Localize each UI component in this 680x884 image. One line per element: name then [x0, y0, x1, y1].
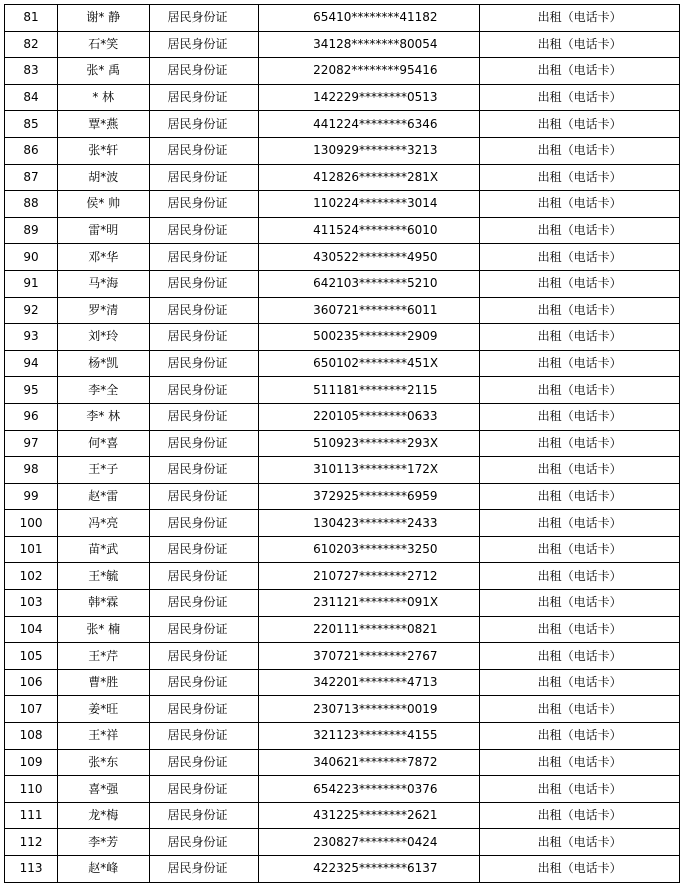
table-row	[5, 483, 680, 510]
id-number-cell: 231121********091X	[259, 590, 480, 617]
name-cell: 韩*霖	[58, 590, 149, 617]
id-type-cell: 居民身份证	[149, 111, 259, 138]
table-row	[5, 776, 680, 803]
id-number-cell: 360721********6011	[259, 297, 480, 324]
row-number-cell: 95	[5, 377, 58, 404]
name-cell: * 林	[58, 84, 149, 111]
table-row	[5, 244, 680, 271]
table-row	[5, 84, 680, 111]
id-type-cell: 居民身份证	[149, 829, 259, 856]
id-number-cell: 34128********80054	[259, 31, 480, 58]
id-type-cell: 居民身份证	[149, 84, 259, 111]
id-type-cell: 居民身份证	[149, 723, 259, 750]
id-number-cell: 441224********6346	[259, 111, 480, 138]
usage-cell: 出租（电话卡）	[480, 643, 680, 670]
id-number-cell: 412826********281X	[259, 164, 480, 191]
name-cell: 张*东	[58, 749, 149, 776]
table-row	[5, 297, 680, 324]
table-row	[5, 217, 680, 244]
table-row	[5, 510, 680, 537]
name-cell: 杨*凯	[58, 350, 149, 377]
name-cell: 罗*清	[58, 297, 149, 324]
usage-cell: 出租（电话卡）	[480, 244, 680, 271]
name-cell: 赵*峰	[58, 856, 149, 883]
usage-cell: 出租（电话卡）	[480, 217, 680, 244]
table-row	[5, 829, 680, 856]
id-type-cell: 居民身份证	[149, 536, 259, 563]
id-type-cell: 居民身份证	[149, 403, 259, 430]
id-number-cell: 411524********6010	[259, 217, 480, 244]
row-number-cell: 107	[5, 696, 58, 723]
table-row	[5, 350, 680, 377]
row-number-cell: 83	[5, 58, 58, 85]
usage-cell: 出租（电话卡）	[480, 191, 680, 218]
id-number-cell: 431225********2621	[259, 802, 480, 829]
table-row	[5, 856, 680, 883]
name-cell: 冯*亮	[58, 510, 149, 537]
id-number-cell: 610203********3250	[259, 536, 480, 563]
usage-cell: 出租（电话卡）	[480, 137, 680, 164]
table-row	[5, 643, 680, 670]
id-number-cell: 230827********0424	[259, 829, 480, 856]
usage-cell: 出租（电话卡）	[480, 563, 680, 590]
usage-cell: 出租（电话卡）	[480, 84, 680, 111]
id-number-cell: 342201********4713	[259, 669, 480, 696]
usage-cell: 出租（电话卡）	[480, 430, 680, 457]
row-number-cell: 100	[5, 510, 58, 537]
table-row	[5, 164, 680, 191]
id-number-cell: 142229********0513	[259, 84, 480, 111]
name-cell: 张* 禹	[58, 58, 149, 85]
table-body	[5, 5, 680, 883]
record-table	[4, 4, 680, 883]
table-row	[5, 430, 680, 457]
row-number-cell: 94	[5, 350, 58, 377]
name-cell: 胡*波	[58, 164, 149, 191]
id-number-cell: 654223********0376	[259, 776, 480, 803]
row-number-cell: 99	[5, 483, 58, 510]
id-number-cell: 65410********41182	[259, 5, 480, 32]
row-number-cell: 84	[5, 84, 58, 111]
usage-cell: 出租（电话卡）	[480, 457, 680, 484]
usage-cell: 出租（电话卡）	[480, 696, 680, 723]
name-cell: 侯* 帅	[58, 191, 149, 218]
row-number-cell: 102	[5, 563, 58, 590]
id-type-cell: 居民身份证	[149, 669, 259, 696]
id-type-cell: 居民身份证	[149, 270, 259, 297]
id-type-cell: 居民身份证	[149, 749, 259, 776]
id-number-cell: 650102********451X	[259, 350, 480, 377]
id-type-cell: 居民身份证	[149, 5, 259, 32]
row-number-cell: 98	[5, 457, 58, 484]
usage-cell: 出租（电话卡）	[480, 776, 680, 803]
id-number-cell: 321123********4155	[259, 723, 480, 750]
table-row	[5, 5, 680, 32]
usage-cell: 出租（电话卡）	[480, 297, 680, 324]
id-number-cell: 500235********2909	[259, 324, 480, 351]
id-type-cell: 居民身份证	[149, 137, 259, 164]
name-cell: 苗*武	[58, 536, 149, 563]
name-cell: 李*芳	[58, 829, 149, 856]
id-type-cell: 居民身份证	[149, 563, 259, 590]
usage-cell: 出租（电话卡）	[480, 669, 680, 696]
usage-cell: 出租（电话卡）	[480, 111, 680, 138]
table-row	[5, 137, 680, 164]
id-number-cell: 230713********0019	[259, 696, 480, 723]
row-number-cell: 90	[5, 244, 58, 271]
id-type-cell: 居民身份证	[149, 191, 259, 218]
usage-cell: 出租（电话卡）	[480, 31, 680, 58]
usage-cell: 出租（电话卡）	[480, 829, 680, 856]
row-number-cell: 86	[5, 137, 58, 164]
usage-cell: 出租（电话卡）	[480, 802, 680, 829]
usage-cell: 出租（电话卡）	[480, 856, 680, 883]
name-cell: 赵*雷	[58, 483, 149, 510]
table-row	[5, 58, 680, 85]
id-number-cell: 372925********6959	[259, 483, 480, 510]
id-type-cell: 居民身份证	[149, 483, 259, 510]
name-cell: 王*芹	[58, 643, 149, 670]
id-number-cell: 210727********2712	[259, 563, 480, 590]
usage-cell: 出租（电话卡）	[480, 510, 680, 537]
row-number-cell: 112	[5, 829, 58, 856]
name-cell: 王*子	[58, 457, 149, 484]
usage-cell: 出租（电话卡）	[480, 483, 680, 510]
row-number-cell: 110	[5, 776, 58, 803]
id-type-cell: 居民身份证	[149, 510, 259, 537]
table-row	[5, 191, 680, 218]
id-number-cell: 340621********7872	[259, 749, 480, 776]
name-cell: 曹*胜	[58, 669, 149, 696]
row-number-cell: 85	[5, 111, 58, 138]
usage-cell: 出租（电话卡）	[480, 58, 680, 85]
name-cell: 石*笑	[58, 31, 149, 58]
name-cell: 邓*华	[58, 244, 149, 271]
id-number-cell: 422325********6137	[259, 856, 480, 883]
name-cell: 王*毓	[58, 563, 149, 590]
id-type-cell: 居民身份证	[149, 643, 259, 670]
id-type-cell: 居民身份证	[149, 430, 259, 457]
id-type-cell: 居民身份证	[149, 776, 259, 803]
usage-cell: 出租（电话卡）	[480, 536, 680, 563]
table-row	[5, 403, 680, 430]
id-number-cell: 430522********4950	[259, 244, 480, 271]
table-row	[5, 802, 680, 829]
row-number-cell: 104	[5, 616, 58, 643]
name-cell: 谢* 静	[58, 5, 149, 32]
usage-cell: 出租（电话卡）	[480, 749, 680, 776]
row-number-cell: 109	[5, 749, 58, 776]
id-type-cell: 居民身份证	[149, 457, 259, 484]
usage-cell: 出租（电话卡）	[480, 590, 680, 617]
row-number-cell: 101	[5, 536, 58, 563]
table-row	[5, 111, 680, 138]
id-number-cell: 220111********0821	[259, 616, 480, 643]
name-cell: 张*轩	[58, 137, 149, 164]
usage-cell: 出租（电话卡）	[480, 616, 680, 643]
row-number-cell: 89	[5, 217, 58, 244]
table-row	[5, 616, 680, 643]
row-number-cell: 113	[5, 856, 58, 883]
id-type-cell: 居民身份证	[149, 297, 259, 324]
table-row	[5, 723, 680, 750]
id-number-cell: 110224********3014	[259, 191, 480, 218]
table-row	[5, 590, 680, 617]
row-number-cell: 106	[5, 669, 58, 696]
id-number-cell: 511181********2115	[259, 377, 480, 404]
row-number-cell: 108	[5, 723, 58, 750]
table-row	[5, 669, 680, 696]
row-number-cell: 111	[5, 802, 58, 829]
id-number-cell: 130423********2433	[259, 510, 480, 537]
id-type-cell: 居民身份证	[149, 802, 259, 829]
row-number-cell: 88	[5, 191, 58, 218]
id-type-cell: 居民身份证	[149, 58, 259, 85]
table-row	[5, 31, 680, 58]
table-row	[5, 270, 680, 297]
id-type-cell: 居民身份证	[149, 616, 259, 643]
name-cell: 马*海	[58, 270, 149, 297]
usage-cell: 出租（电话卡）	[480, 403, 680, 430]
id-number-cell: 220105********0633	[259, 403, 480, 430]
row-number-cell: 92	[5, 297, 58, 324]
row-number-cell: 87	[5, 164, 58, 191]
usage-cell: 出租（电话卡）	[480, 5, 680, 32]
name-cell: 王*祥	[58, 723, 149, 750]
id-type-cell: 居民身份证	[149, 244, 259, 271]
name-cell: 何*喜	[58, 430, 149, 457]
id-type-cell: 居民身份证	[149, 31, 259, 58]
name-cell: 张* 楠	[58, 616, 149, 643]
row-number-cell: 96	[5, 403, 58, 430]
usage-cell: 出租（电话卡）	[480, 350, 680, 377]
id-number-cell: 642103********5210	[259, 270, 480, 297]
name-cell: 姜*旺	[58, 696, 149, 723]
row-number-cell: 81	[5, 5, 58, 32]
id-type-cell: 居民身份证	[149, 590, 259, 617]
name-cell: 龙*梅	[58, 802, 149, 829]
id-type-cell: 居民身份证	[149, 350, 259, 377]
id-type-cell: 居民身份证	[149, 377, 259, 404]
table-row	[5, 457, 680, 484]
id-type-cell: 居民身份证	[149, 696, 259, 723]
row-number-cell: 97	[5, 430, 58, 457]
row-number-cell: 82	[5, 31, 58, 58]
table-row	[5, 324, 680, 351]
id-number-cell: 22082********95416	[259, 58, 480, 85]
name-cell: 李*全	[58, 377, 149, 404]
row-number-cell: 105	[5, 643, 58, 670]
id-number-cell: 370721********2767	[259, 643, 480, 670]
id-type-cell: 居民身份证	[149, 856, 259, 883]
id-number-cell: 130929********3213	[259, 137, 480, 164]
name-cell: 覃*燕	[58, 111, 149, 138]
table-row	[5, 563, 680, 590]
row-number-cell: 103	[5, 590, 58, 617]
id-type-cell: 居民身份证	[149, 324, 259, 351]
usage-cell: 出租（电话卡）	[480, 377, 680, 404]
name-cell: 喜*强	[58, 776, 149, 803]
usage-cell: 出租（电话卡）	[480, 270, 680, 297]
table-row	[5, 749, 680, 776]
name-cell: 李* 林	[58, 403, 149, 430]
usage-cell: 出租（电话卡）	[480, 723, 680, 750]
id-number-cell: 310113********172X	[259, 457, 480, 484]
id-number-cell: 510923********293X	[259, 430, 480, 457]
table-row	[5, 377, 680, 404]
table-row	[5, 696, 680, 723]
id-type-cell: 居民身份证	[149, 164, 259, 191]
usage-cell: 出租（电话卡）	[480, 164, 680, 191]
row-number-cell: 93	[5, 324, 58, 351]
usage-cell: 出租（电话卡）	[480, 324, 680, 351]
id-type-cell: 居民身份证	[149, 217, 259, 244]
name-cell: 刘*玲	[58, 324, 149, 351]
table-row	[5, 536, 680, 563]
name-cell: 雷*明	[58, 217, 149, 244]
row-number-cell: 91	[5, 270, 58, 297]
